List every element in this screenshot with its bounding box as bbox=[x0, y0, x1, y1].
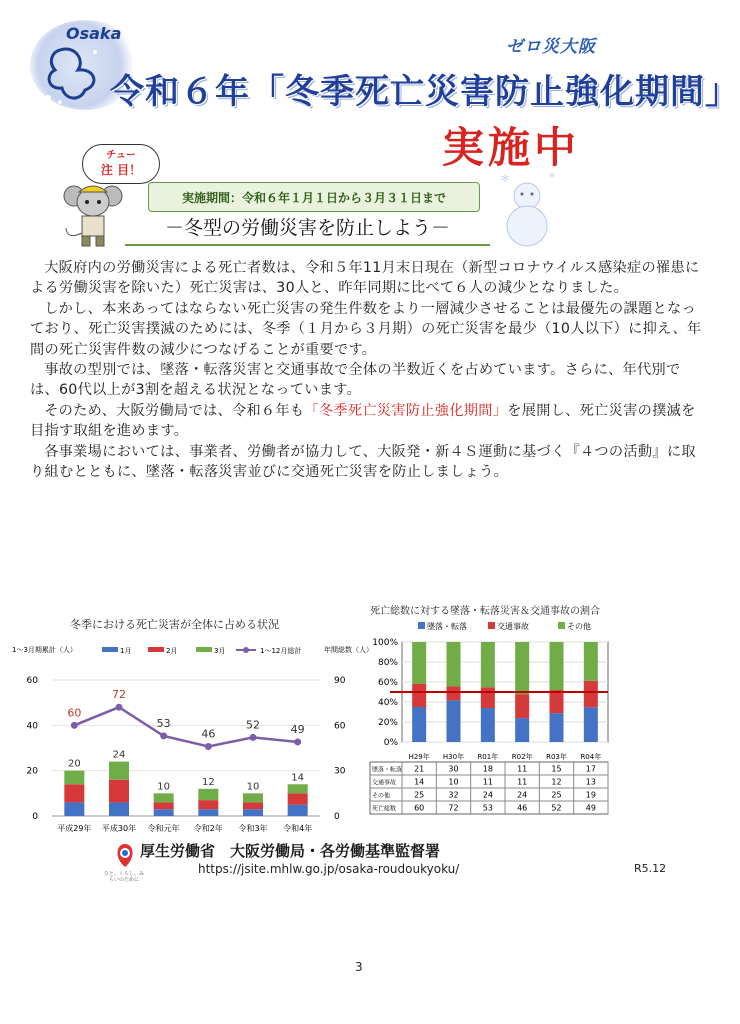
x-tick-label: R03年 bbox=[546, 753, 567, 761]
table-cell: 52 bbox=[551, 803, 562, 813]
table-cell: 32 bbox=[448, 790, 459, 800]
legend-label: 墜落・転落 bbox=[427, 622, 467, 631]
chart2-title: 死亡総数に対する墜落・転落災害＆交通事故の割合 bbox=[370, 606, 600, 617]
mhlw-logo-icon bbox=[112, 840, 138, 870]
total-line-label: 53 bbox=[156, 716, 171, 730]
table-row-label: 交通事故 bbox=[372, 779, 397, 787]
total-line-point bbox=[160, 732, 167, 739]
y-tick-left: 0 bbox=[32, 812, 38, 822]
y-tick-left: 60 bbox=[26, 676, 38, 686]
bar-segment bbox=[481, 687, 495, 708]
table-cell: 18 bbox=[482, 764, 493, 774]
x-tick-label: R02年 bbox=[511, 753, 533, 761]
y-tick: 100% bbox=[372, 638, 398, 648]
table-cell: 24 bbox=[482, 790, 493, 800]
bar-segment bbox=[64, 784, 84, 802]
y-tick-right: 60 bbox=[334, 721, 346, 732]
bar-segment bbox=[412, 642, 426, 684]
paragraph-5: 各事業場においては、事業者、労働者が協力して、大阪発・新４Ｓ運動に基づく『４つの活動』に取り組むとともに、墜落・転落災害並びに交通死亡災害を防止しましょう。 bbox=[30, 443, 696, 481]
total-line-label: 72 bbox=[112, 688, 126, 702]
legend-label: 1月 bbox=[120, 647, 132, 655]
bubble-big-text: 注 目！ bbox=[100, 163, 142, 177]
legend-swatch bbox=[488, 622, 495, 629]
bar-segment bbox=[109, 780, 129, 803]
bar-segment bbox=[243, 793, 263, 802]
svg-text:＊: ＊ bbox=[500, 174, 510, 185]
table-cell: 53 bbox=[482, 803, 493, 813]
table-cell: 60 bbox=[414, 803, 425, 813]
table-row-label: その他 bbox=[372, 792, 391, 800]
total-line-point bbox=[294, 738, 301, 745]
table-cell: 11 bbox=[482, 777, 493, 787]
bar-total-label: 10 bbox=[246, 781, 260, 793]
page-number: 3 bbox=[355, 960, 363, 974]
bar-segment bbox=[154, 802, 174, 809]
zero-accident-logo: ゼロ災大阪 bbox=[506, 37, 596, 57]
table-cell: 15 bbox=[551, 764, 562, 774]
x-tick-label: H29年 bbox=[408, 753, 430, 761]
bar-segment bbox=[243, 809, 263, 816]
y-axis-left-label: 1～3月期累計（人） bbox=[12, 646, 77, 654]
y-tick-right: 0 bbox=[334, 812, 340, 822]
y-tick: 20% bbox=[377, 718, 398, 728]
cause-ratio-chart bbox=[362, 612, 617, 826]
legend-swatch bbox=[558, 622, 565, 629]
bar-total-label: 14 bbox=[291, 772, 305, 784]
y-tick-right: 30 bbox=[334, 766, 346, 777]
total-line-label: 49 bbox=[290, 722, 305, 736]
paragraph-3: 事故の型別では、墜落・転落災害と交通事故で全体の半数近くを占めています。さらに、年代別では、60代以上が3割を超える状況となっています。 bbox=[30, 362, 681, 399]
bar-segment bbox=[243, 802, 263, 809]
table-row-label: 墜落・転落 bbox=[372, 766, 403, 774]
page-title: 令和６年「冬季死亡災害防止強化期間」 bbox=[110, 72, 740, 112]
winter-fatalities-chart bbox=[10, 630, 373, 838]
total-line-point bbox=[116, 704, 123, 711]
legend-swatch bbox=[418, 622, 425, 629]
table-cell: 30 bbox=[448, 764, 459, 774]
bar-segment bbox=[550, 642, 564, 690]
bar-segment bbox=[288, 793, 308, 804]
table-cell: 13 bbox=[585, 777, 596, 787]
table-cell: 25 bbox=[414, 790, 425, 800]
snowman-icon bbox=[492, 168, 562, 248]
x-tick-label: 令和3年 bbox=[238, 824, 268, 833]
bar-segment bbox=[584, 681, 598, 708]
bar-segment bbox=[447, 686, 461, 700]
y-tick: 80% bbox=[377, 658, 398, 668]
svg-text:＊: ＊ bbox=[548, 171, 556, 180]
legend-swatch bbox=[196, 647, 212, 652]
table-cell: 14 bbox=[414, 777, 425, 787]
table-cell: 46 bbox=[517, 803, 528, 813]
mouse-mascot-icon bbox=[62, 178, 124, 248]
paragraph-4-b: を展開し、死亡災害の撲滅を目指す取組を進めます。 bbox=[30, 402, 696, 440]
table-cell: 11 bbox=[517, 764, 528, 774]
bar-segment bbox=[447, 642, 461, 686]
bar-total-label: 10 bbox=[157, 781, 171, 793]
bar-segment bbox=[550, 713, 564, 742]
table-cell: 19 bbox=[585, 790, 596, 800]
bar-segment bbox=[64, 802, 84, 816]
bar-segment bbox=[109, 802, 129, 816]
x-tick-label: 令和2年 bbox=[193, 824, 223, 833]
y-tick-left: 40 bbox=[26, 721, 38, 732]
legend-line-marker bbox=[243, 647, 249, 653]
body-text bbox=[30, 258, 704, 482]
bar-segment bbox=[584, 642, 598, 681]
table-cell: 17 bbox=[585, 764, 596, 774]
legend-label: その他 bbox=[567, 622, 591, 631]
bar-segment bbox=[515, 642, 529, 694]
bar-segment bbox=[198, 789, 218, 800]
total-line-label: 46 bbox=[201, 727, 216, 741]
osaka-map-icon bbox=[40, 40, 110, 110]
table-row-label: 死亡総数 bbox=[372, 805, 397, 813]
x-tick-label: R04年 bbox=[580, 753, 602, 761]
total-line-label: 52 bbox=[246, 718, 260, 732]
slogan: －冬型の労働災害を防止しよう－ bbox=[125, 214, 490, 246]
bar-segment bbox=[515, 694, 529, 718]
total-line-point bbox=[250, 734, 257, 741]
bar-segment bbox=[288, 784, 308, 793]
table-cell: 49 bbox=[585, 803, 596, 813]
bar-segment bbox=[481, 642, 495, 687]
issue-date: R5.12 bbox=[634, 862, 667, 875]
x-tick-label: H30年 bbox=[442, 753, 465, 761]
bar-segment bbox=[154, 809, 174, 816]
x-tick-label: 平成29年 bbox=[57, 824, 92, 833]
legend-swatch bbox=[102, 647, 118, 652]
legend-label: 1～12月総計 bbox=[260, 647, 302, 655]
table-cell: 21 bbox=[414, 764, 425, 774]
bar-segment bbox=[64, 771, 84, 785]
paragraph-4-a: そのため、大阪労働局では、令和６年も bbox=[44, 402, 305, 419]
y-tick: 60% bbox=[377, 678, 398, 688]
bar-segment bbox=[412, 707, 426, 742]
paragraph-1: 大阪府内の労働災害による死亡者数は、令和５年11月末日現在（新型コロナウイルス感染症の罹患による労働災害を除いた）死亡災害は、30人と、昨年同期に比べて６人の減少となりました。 bbox=[30, 260, 700, 297]
highlighted-campaign-name: 「冬季死亡災害防止強化期間」 bbox=[304, 402, 508, 419]
total-line-label: 60 bbox=[67, 706, 82, 720]
y-tick: 0% bbox=[383, 738, 398, 748]
bar-segment bbox=[198, 800, 218, 809]
table-cell: 72 bbox=[448, 803, 459, 813]
x-tick-label: 令和4年 bbox=[283, 824, 313, 833]
total-line bbox=[74, 707, 297, 746]
total-line-point bbox=[205, 743, 212, 750]
bar-segment bbox=[288, 805, 308, 816]
bar-total-label: 20 bbox=[67, 758, 81, 770]
table-cell: 11 bbox=[517, 777, 528, 787]
bar-segment bbox=[109, 762, 129, 780]
website-url[interactable]: https://jsite.mhlw.go.jp/osaka-roudoukyoku/ bbox=[198, 862, 460, 876]
table-cell: 24 bbox=[517, 790, 528, 800]
table-cell: 25 bbox=[551, 790, 562, 800]
bar-segment bbox=[198, 809, 218, 816]
x-tick-label: 令和元年 bbox=[147, 824, 180, 833]
osaka-logo-text: Osaka bbox=[66, 24, 122, 43]
bubble-small-text: チュー bbox=[106, 150, 136, 161]
paragraph-4 bbox=[30, 401, 704, 442]
bar-segment bbox=[515, 718, 529, 742]
bar-total-label: 12 bbox=[201, 776, 215, 788]
x-tick-label: R01年 bbox=[477, 753, 499, 761]
mhlw-logo-caption: ひと、くらし、みらいのために bbox=[104, 871, 145, 883]
x-tick-label: 平成30年 bbox=[101, 824, 137, 833]
y-tick-left: 20 bbox=[26, 766, 38, 777]
table-cell: 10 bbox=[448, 777, 459, 787]
y-tick: 40% bbox=[377, 698, 398, 708]
legend-label: 3月 bbox=[214, 647, 226, 655]
total-line-point bbox=[71, 722, 78, 729]
bar-segment bbox=[481, 708, 495, 742]
table-cell: 12 bbox=[551, 777, 562, 787]
legend-label: 2月 bbox=[166, 647, 178, 655]
implementation-period-banner: 実施期間：令和６年１月１日から３月３１日まで bbox=[148, 182, 480, 212]
bar-segment bbox=[447, 700, 461, 742]
chart1-title: 冬季における死亡災害が全体に占める状況 bbox=[70, 618, 279, 631]
y-tick-right: 90 bbox=[334, 676, 346, 686]
y-axis-right-label: 年間総数（人） bbox=[324, 646, 373, 654]
bar-segment bbox=[550, 690, 564, 713]
legend-swatch bbox=[148, 647, 164, 652]
organization-name: 厚生労働省 大阪労働局・各労働基準監督署 bbox=[140, 842, 441, 860]
bar-segment bbox=[412, 684, 426, 707]
status-heading: 実施中 bbox=[442, 123, 581, 172]
legend-label: 交通事故 bbox=[497, 622, 529, 631]
bar-total-label: 24 bbox=[112, 749, 126, 761]
bar-segment bbox=[154, 793, 174, 802]
bar-segment bbox=[584, 707, 598, 742]
paragraph-2: しかし、本来あってはならない死亡災害の発生件数をより一層減少させることは最優先の課題となっており、死亡災害撲滅のためには、冬季（１月から３月期）の死亡災害を最少（10人以下）に抑え、年間の死亡災害件数の減少につなげることが重要です。 bbox=[30, 300, 702, 358]
